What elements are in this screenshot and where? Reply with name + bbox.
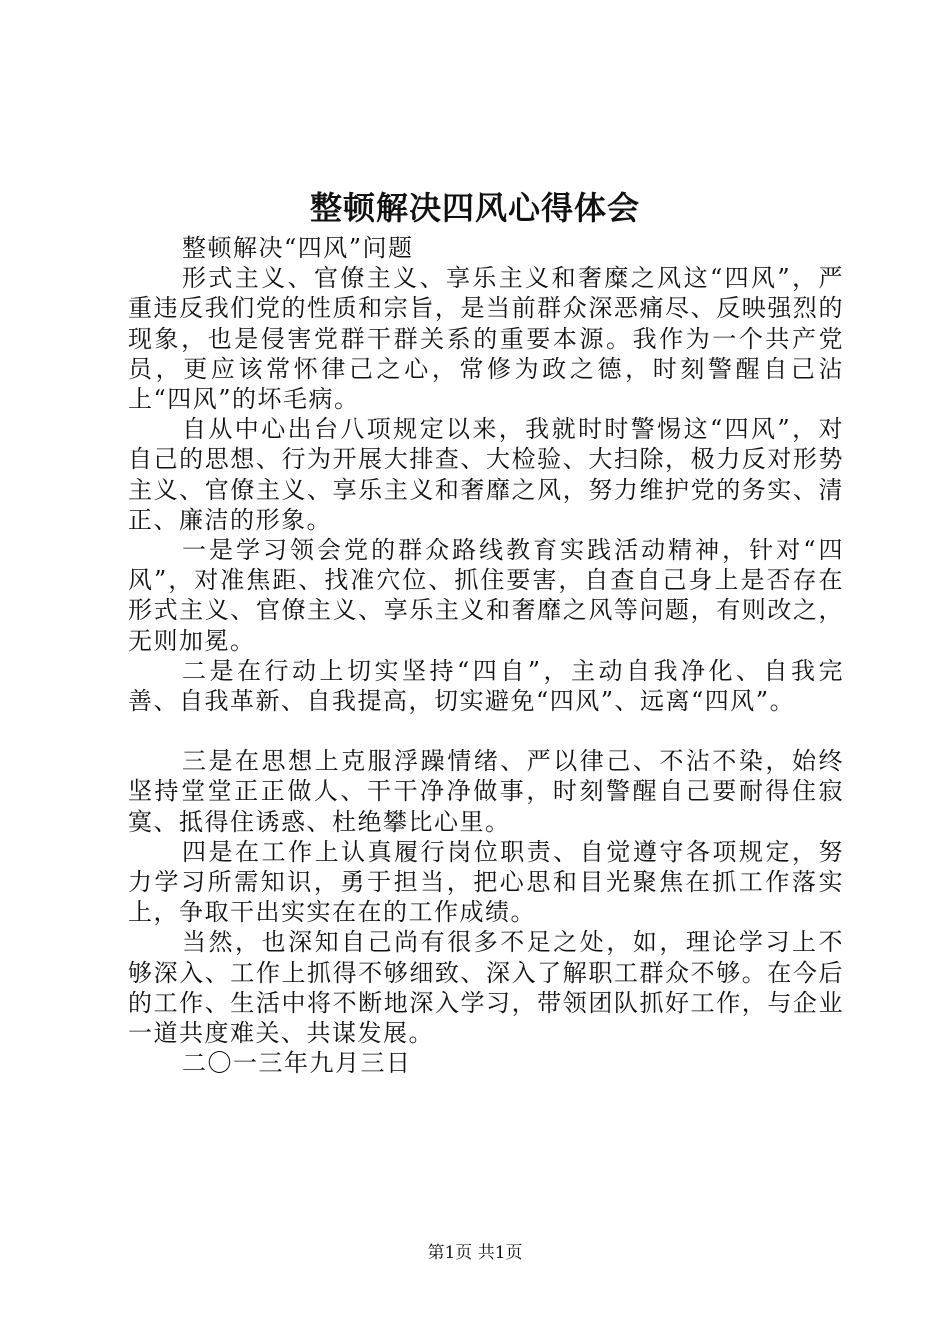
document-title: 整顿解决四风心得体会: [309, 189, 640, 227]
paragraph: 形式主义、官僚主义、享乐主义和奢糜之风这“四风”，严重违反我们党的性质和宗旨，是当前群众深恶痛尽、反映强烈的现象，也是侵害党群干群关系的重要本源。我作为一个共产党员，更应该常怀律己之心，常修为政之德，时刻警醒自己沾上“四风”的坏毛病。: [128, 264, 844, 414]
paragraph: 二是在行动上切实坚持“四自”，主动自我净化、自我完善、自我革新、自我提高，切实避免“四风”、远离“四风”。: [128, 656, 844, 716]
date-line: 二〇一三年九月三日: [182, 1049, 412, 1078]
paragraph: 自从中心出台八项规定以来，我就时时警惕这“四风”，对自己的思想、行为开展大排查、大检验、大扫除，极力反对形势主义、官僚主义、享乐主义和奢靡之风，努力维护党的务实、清正、廉洁的形象。: [128, 415, 844, 534]
paragraph: 当然，也深知自己尚有很多不足之处，如，理论学习上不够深入、工作上抓得不够细致、深入了解职工群众不够。在今后的工作、生活中将不断地深入学习，带领团队抓好工作，与企业一道共度难关、共谋发展。: [128, 928, 844, 1048]
page-footer: 第1页 共1页: [427, 1243, 523, 1263]
paragraph-heading: 整顿解决“四风”问题: [182, 234, 414, 262]
paragraph: 四是在工作上认真履行岗位职责、自觉遵守各项规定，努力学习所需知识，勇于担当，把心思和目光聚焦在抓工作落实上，争取干出实实在在的工作成绩。: [128, 837, 844, 927]
paragraph: 一是学习领会党的群众路线教育实践活动精神，针对“四风”，对准焦距、找准穴位、抓住要害，自查自己身上是否存在形式主义、官僚主义、享乐主义和奢靡之风等问题，有则改之，无则加冕。: [128, 536, 844, 655]
document-body: [128, 233, 844, 1078]
paragraph: 三是在思想上克服浮躁情绪、严以律己、不沾不染，始终坚持堂堂正正做人、干干净净做事，时刻警醒自己要耐得住寂寞、抵得住诱惑、杜绝攀比心里。: [128, 747, 844, 836]
